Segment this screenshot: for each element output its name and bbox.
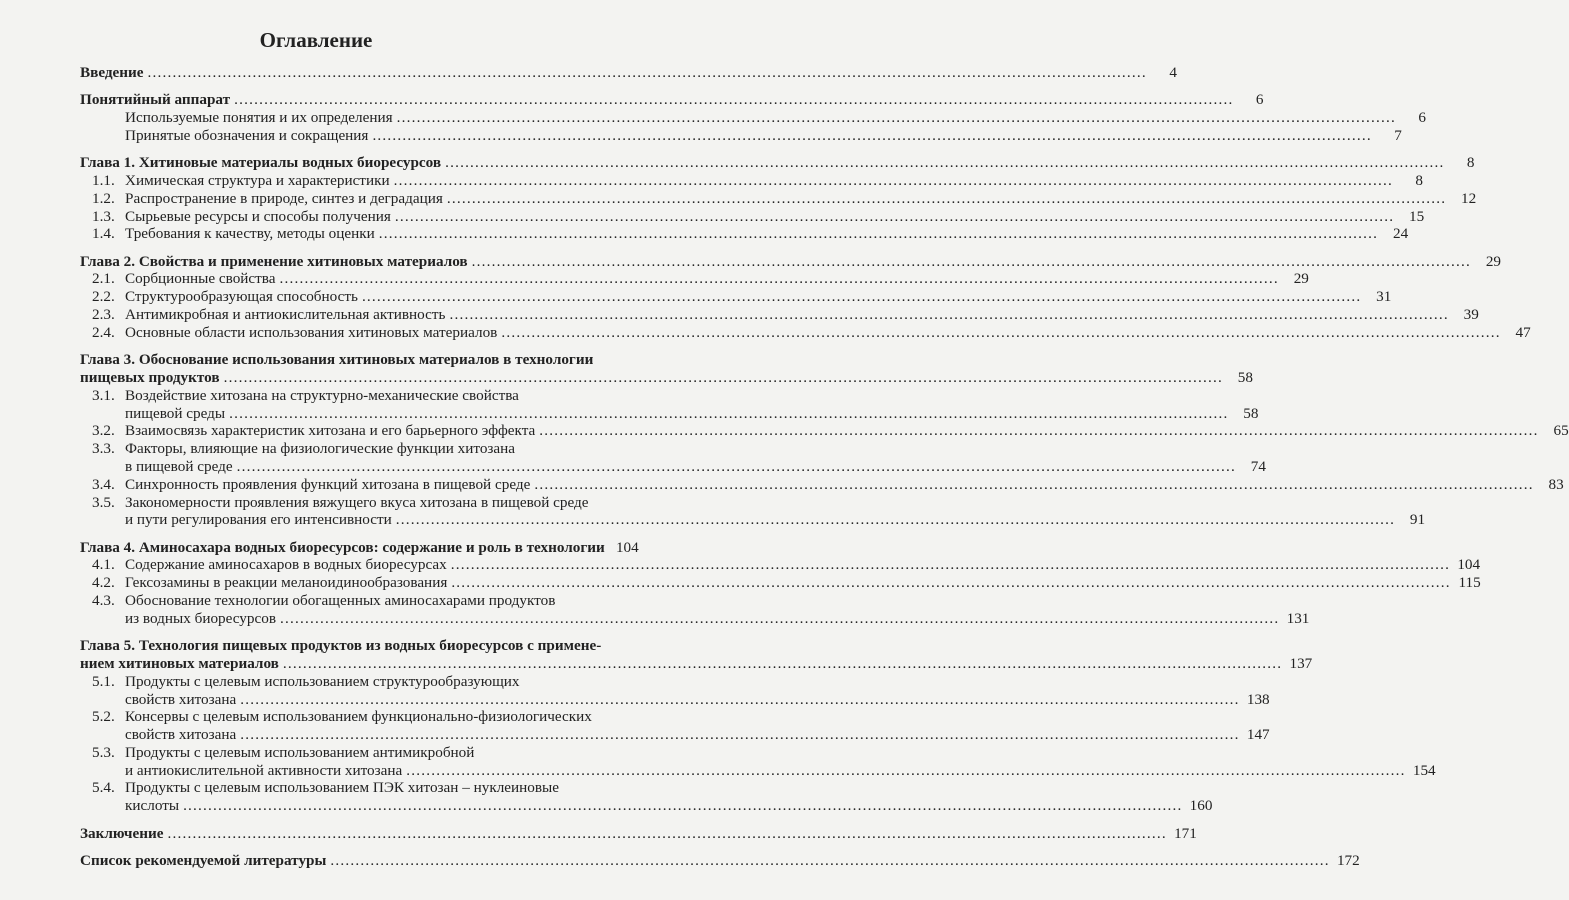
dot-leader: ........................................................................................................................................................................................................ (396, 109, 1396, 127)
section-number: 3.1. (92, 386, 115, 404)
toc-section[interactable] (80, 493, 1426, 530)
toc-section[interactable] (80, 207, 1425, 226)
entry-line (80, 824, 1197, 843)
toc-section[interactable] (80, 270, 1309, 288)
entry-line (125, 574, 1481, 592)
page-number: 47 (1515, 323, 1531, 341)
entry-line (80, 654, 1313, 673)
dot-leader: ........................................................................................................................................................................................................ (445, 154, 1445, 172)
entry-line (125, 690, 1270, 709)
entry-title: Понятийный аппарат (80, 91, 231, 109)
toc-section[interactable] (80, 225, 1409, 243)
entry-title: Распространение в природе, синтез и деградация (125, 189, 443, 207)
dot-leader: ........................................................................................................................................................................................................ (471, 252, 1472, 270)
entry-title: Продукты с целевым использованием структурообразующих (125, 672, 520, 690)
section-number: 3.2. (92, 422, 115, 440)
entry-title: Заключение (80, 824, 164, 842)
toc-section[interactable] (80, 475, 1564, 494)
dot-leader: ........................................................................................................................................................................................................ (282, 654, 1283, 672)
section-number: 1.3. (92, 207, 115, 225)
section-number: 5.2. (92, 708, 115, 726)
toc-section[interactable] (80, 306, 1479, 324)
entry-title: Глава 1. Хитиновые материалы водных биоресурсов (80, 154, 442, 172)
entry-line (125, 288, 1392, 306)
entry-line (125, 708, 600, 726)
toc-section[interactable] (80, 440, 1266, 476)
section-number: 3.4. (92, 475, 115, 493)
section-number: 1.1. (92, 171, 115, 189)
entry-line (125, 761, 1436, 780)
entry-title: Сырьевые ресурсы и способы получения (125, 207, 391, 225)
entry-title: Список рекомендуемой литературы (80, 851, 327, 869)
entry-title: и антиокислительной активности хитозана (125, 761, 403, 779)
dot-leader: ........................................................................................................................................................................................................ (167, 824, 1167, 842)
page-number: 8 (1466, 154, 1475, 172)
entry-line (125, 592, 600, 610)
dot-leader: ........................................................................................................................................................................................................ (395, 511, 1396, 529)
entry-title: Глава 5. Технология пищевых продуктов из водных биоресурсов с примене- (80, 637, 602, 655)
entry-title: Факторы, влияющие на физиологические функции хитозана (125, 440, 516, 458)
entry-line (125, 171, 1423, 190)
section-number: 4.1. (92, 556, 115, 574)
page-number: 39 (1463, 306, 1479, 324)
dot-leader: ........................................................................................................................................................................................................ (451, 574, 1451, 592)
section-number: 4.2. (92, 574, 115, 592)
entry-title: Глава 2. Свойства и применение хитиновых материалов (80, 252, 468, 270)
toc-chapter[interactable] (80, 252, 1502, 271)
entry-title: свойств хитозана (125, 690, 237, 708)
entry-line (80, 91, 1264, 109)
dot-leader: ........................................................................................................................................................................................................ (534, 475, 1534, 493)
entry-title: Продукты с целевым использованием ПЭК хитозан – нуклеиновые (125, 779, 559, 797)
entry-line (125, 207, 1425, 226)
entry-title: Требования к качеству, методы оценки (125, 225, 375, 243)
dot-leader: ........................................................................................................................................................................................................ (240, 726, 1240, 744)
page-number: 4 (1169, 64, 1177, 81)
toc-chapter[interactable] (80, 91, 1264, 109)
toc-section[interactable] (80, 574, 1481, 592)
page-number: 29 (1485, 252, 1502, 270)
entry-title: из водных биоресурсов (125, 609, 276, 627)
entry-line (125, 270, 1309, 288)
entry-line (80, 351, 600, 369)
toc-section[interactable] (80, 288, 1392, 306)
entry-line (125, 494, 600, 512)
entry-line (125, 673, 600, 691)
entry-line (125, 387, 600, 405)
page-number: 15 (1409, 207, 1425, 225)
toc-chapter[interactable] (80, 351, 1253, 387)
dot-leader: ........................................................................................................................................................................................................ (279, 270, 1279, 288)
toc-chapter[interactable] (80, 154, 1475, 172)
entry-title: Обоснование технологии обогащенных аминосахарами продуктов (125, 592, 556, 610)
dot-leader: ........................................................................................................................................................................................................ (406, 761, 1406, 779)
page-number: 172 (1336, 851, 1360, 869)
toc-section[interactable] (80, 743, 1436, 780)
section-number: 5.4. (92, 779, 115, 797)
page-number: 31 (1376, 288, 1392, 306)
entry-title: Взаимосвязь характеристик хитозана и его барьерного эффекта (125, 422, 536, 440)
entry-line (125, 797, 1213, 815)
dot-leader: ........................................................................................................................................................................................................ (501, 323, 1501, 341)
entry-line (125, 726, 1270, 744)
page-number: 154 (1412, 761, 1436, 779)
toc-section[interactable] (80, 189, 1477, 208)
dot-leader: ........................................................................................................................................................................................................ (361, 288, 1362, 306)
entry-title: свойств хитозана (125, 726, 237, 744)
section-number: 5.3. (92, 743, 115, 761)
dot-leader: ........................................................................................................................................................................................................ (147, 64, 1147, 81)
entry-line (80, 851, 1360, 870)
page-number: 65 (1553, 422, 1569, 440)
section-number: 4.3. (92, 592, 115, 610)
page-number: 83 (1548, 475, 1564, 493)
section-number: 1.2. (92, 189, 115, 207)
toc-chapter[interactable] (80, 824, 1197, 843)
dot-leader: ........................................................................................................................................................................................................ (449, 306, 1449, 324)
entry-line (80, 154, 1475, 172)
entry-title: Гексозамины в реакции меланоидинообразования (125, 574, 448, 592)
entry-title: Антимикробная и антиокислительная активность (125, 306, 446, 324)
dot-leader: ........................................................................................................................................................................................................ (240, 690, 1240, 708)
page-number: 171 (1174, 824, 1197, 842)
entry-line (125, 109, 1426, 127)
entry-title: Содержание аминосахаров в водных биоресурсах (125, 556, 447, 574)
entry-title: Введение (80, 64, 144, 81)
page-number: 160 (1189, 797, 1213, 815)
entry-line (125, 744, 600, 762)
entry-title: кислоты (125, 797, 180, 815)
page-number: 29 (1293, 270, 1309, 288)
entry-title: Глава 4. Аминосахара водных биоресурсов: содержание и роль в технологии (80, 538, 605, 556)
entry-title: пищевых продуктов (80, 368, 220, 386)
dot-leader: ........................................................................................................................................................................................................ (539, 422, 1539, 440)
page-number: 74 (1250, 457, 1266, 475)
toc-section[interactable] (80, 708, 1270, 744)
page-number: 115 (1458, 574, 1481, 592)
page-number: 104 (615, 538, 639, 556)
entry-title: Сорбционные свойства (125, 270, 276, 288)
dot-leader: ........................................................................................................................................................................................................ (280, 609, 1280, 627)
dot-leader: ........................................................................................................................................................................................................ (446, 189, 1447, 207)
page-number: 12 (1461, 189, 1477, 207)
page-number: 58 (1237, 368, 1253, 386)
page-number: 6 (1418, 109, 1426, 127)
toc-section[interactable] (80, 323, 1531, 342)
entry-line (125, 323, 1531, 342)
section-number: 3.3. (92, 440, 115, 458)
section-number: 2.2. (92, 288, 115, 306)
page-number: 104 (1457, 556, 1481, 574)
toc-section[interactable] (80, 171, 1423, 190)
entry-title: Глава 3. Обоснование использования хитиновых материалов в технологии (80, 351, 594, 369)
entry-line (125, 404, 1259, 423)
entry-line (125, 422, 1569, 440)
entry-title: Структурообразующая способность (125, 288, 358, 306)
entry-title: Продукты с целевым использованием антимикробной (125, 743, 475, 761)
entry-title: нием хитиновых материалов (80, 654, 279, 672)
toc-chapter[interactable] (80, 538, 639, 557)
dot-leader: ........................................................................................................................................................................................................ (223, 368, 1223, 386)
dot-leader: ........................................................................................................................................................................................................ (378, 225, 1379, 243)
toc-chapter[interactable] (80, 637, 1313, 673)
page-number: 131 (1286, 609, 1310, 627)
dot-leader: ........................................................................................................................................................................................................ (330, 851, 1330, 869)
entry-title: Используемые понятия и их определения (125, 109, 393, 127)
section-number: 3.5. (92, 493, 115, 511)
page-number: 137 (1289, 654, 1313, 672)
entry-title: и пути регулирования его интенсивности (125, 511, 392, 529)
entry-line (125, 556, 1481, 574)
toc-section[interactable] (80, 422, 1569, 440)
page-number: 7 (1394, 126, 1402, 144)
page-number: 58 (1243, 404, 1259, 422)
entry-title: Принятые обозначения и сокращения (125, 126, 369, 144)
entry-line (80, 64, 1177, 82)
dot-leader: ........................................................................................................................................................................................................ (183, 797, 1183, 815)
page-number: 24 (1392, 225, 1409, 243)
dot-leader: ........................................................................................................................................................................................................ (450, 556, 1451, 574)
entry-line (125, 609, 1310, 628)
entry-title: Закономерности проявления вяжущего вкуса хитозана в пищевой среде (125, 493, 589, 511)
entry-line (80, 637, 600, 655)
table-of-contents (80, 64, 1569, 870)
toc-chapter[interactable] (80, 64, 1177, 82)
dot-leader: ........................................................................................................................................................................................................ (394, 207, 1395, 225)
entry-line (125, 475, 1564, 494)
page-title: Оглавление (259, 28, 373, 52)
entry-title: Основные области использования хитиновых материалов (125, 323, 498, 341)
toc-section[interactable] (80, 779, 1213, 815)
page-number: 91 (1409, 511, 1426, 529)
page-number: 6 (1255, 91, 1264, 109)
page-number: 8 (1415, 171, 1423, 189)
toc-section[interactable] (80, 672, 1270, 709)
entry-line (125, 306, 1479, 324)
toc-section[interactable] (80, 109, 1426, 127)
entry-line (125, 126, 1402, 145)
section-number: 2.4. (92, 323, 115, 341)
section-number: 5.1. (92, 672, 115, 690)
toc-section[interactable] (80, 386, 1259, 423)
section-number: 1.4. (92, 225, 115, 243)
entry-line (125, 225, 1409, 243)
toc-section[interactable] (80, 592, 1310, 628)
dot-leader: ........................................................................................................................................................................................................ (236, 457, 1236, 475)
dot-leader: ........................................................................................................................................................................................................ (393, 171, 1393, 189)
page-number: 138 (1246, 690, 1270, 708)
entry-title: Воздействие хитозана на структурно-механические свойства (125, 386, 519, 404)
page-number: 147 (1246, 726, 1270, 744)
entry-title: в пищевой среде (125, 457, 233, 475)
section-number: 2.3. (92, 306, 115, 324)
entry-line (125, 779, 600, 797)
entry-line (125, 511, 1426, 529)
entry-title: Синхронность проявления функций хитозана в пищевой среде (125, 475, 531, 493)
dot-leader: ........................................................................................................................................................................................................ (372, 126, 1372, 144)
entry-line (80, 252, 1502, 271)
section-number: 2.1. (92, 270, 115, 288)
dot-leader: ........................................................................................................................................................................................................ (234, 91, 1234, 109)
entry-line (125, 440, 600, 458)
entry-line (80, 538, 639, 557)
entry-title: Химическая структура и характеристики (125, 171, 390, 189)
entry-line (125, 189, 1477, 208)
entry-title: пищевой среды (125, 404, 226, 422)
entry-line (125, 457, 1266, 476)
entry-line (80, 368, 1253, 387)
entry-title: Консервы с целевым использованием функционально-физиологических (125, 708, 592, 726)
toc-section[interactable] (80, 126, 1402, 145)
toc-chapter[interactable] (80, 851, 1360, 870)
dot-leader: ........................................................................................................................................................................................................ (229, 404, 1229, 422)
toc-section[interactable] (80, 556, 1481, 574)
